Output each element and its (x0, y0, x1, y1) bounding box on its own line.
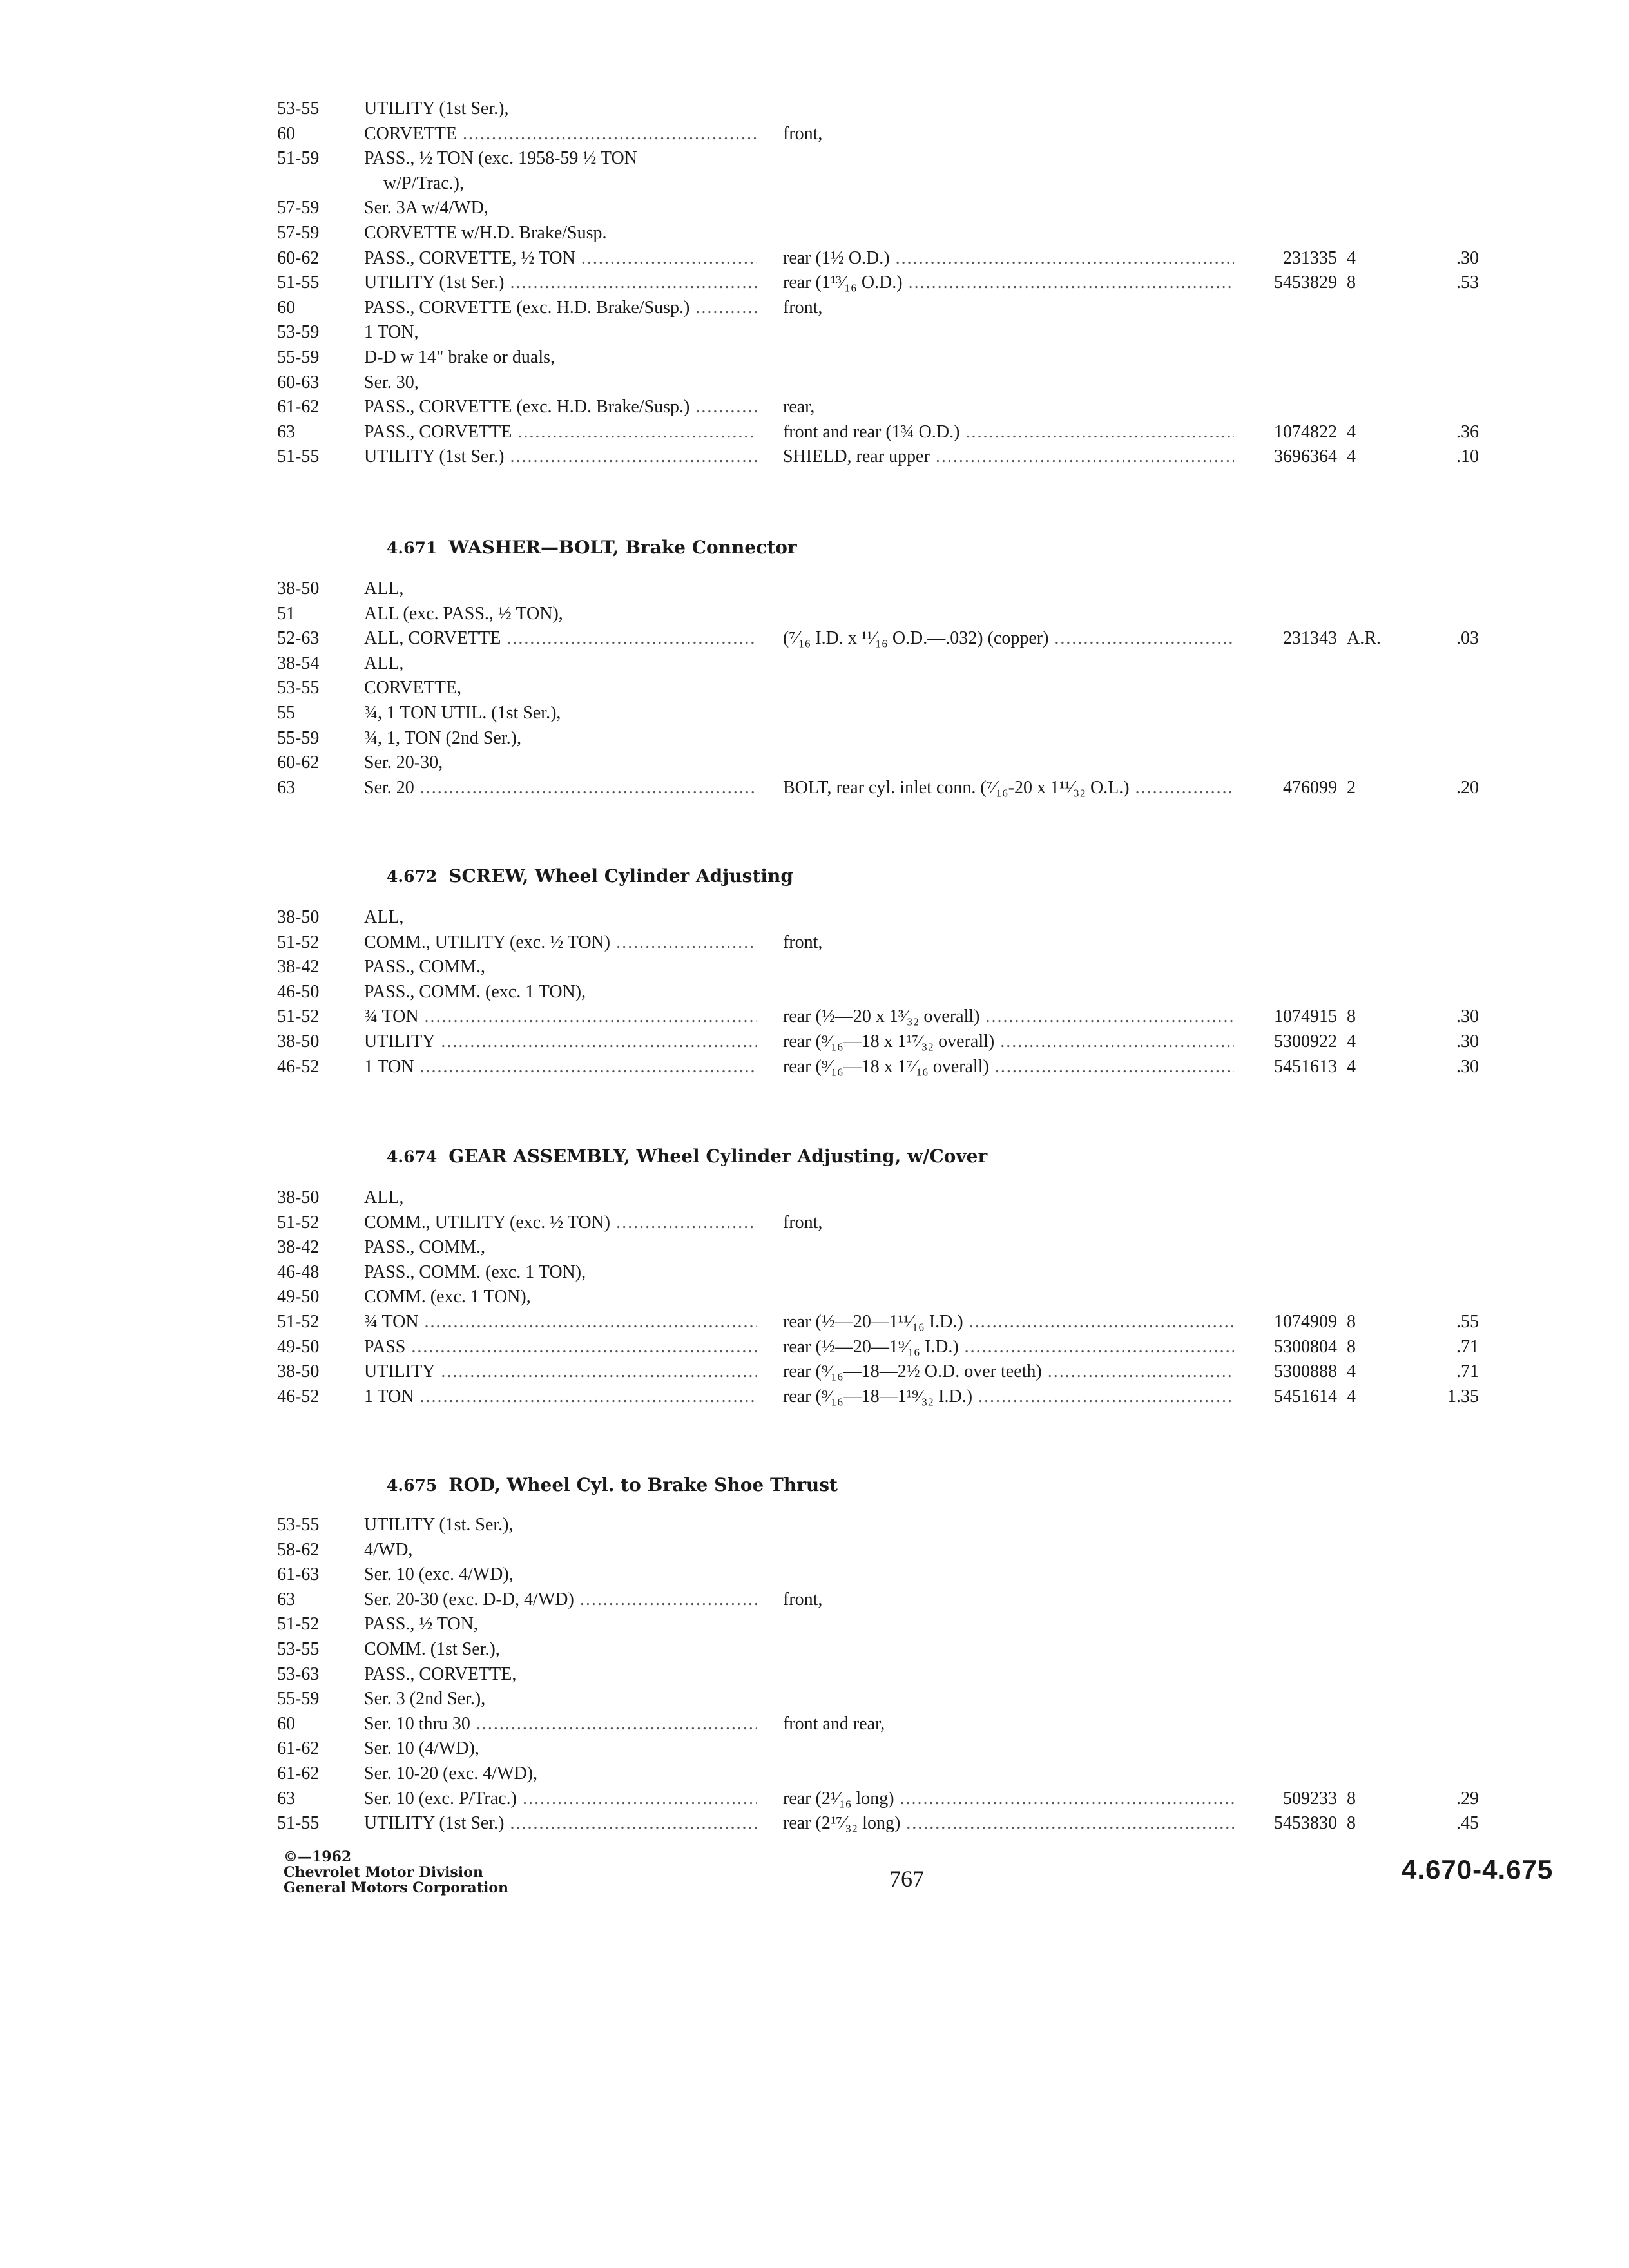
model-application: ALL, (364, 653, 404, 673)
model-years: 46-48 (277, 1262, 320, 1282)
list-price: 1.35 (1447, 1387, 1479, 1407)
list-price: .30 (1456, 1057, 1479, 1077)
model-application: ¾ TON ..... (364, 1310, 757, 1334)
part-description: rear (⁹⁄₁₆—18—1¹⁹⁄₃₂ I.D.) ..... (783, 1385, 1234, 1409)
model-application: ¾ TON ..... (364, 1004, 757, 1029)
model-application: COMM., UTILITY (exc. ½ TON) ..... (364, 1211, 757, 1235)
part-description: rear (2¹⁷⁄₃₂ long) ..... (783, 1811, 1234, 1836)
brake-shoe-parts-section-row (0, 420, 1629, 445)
model-years: 53-55 (277, 678, 320, 698)
section-title: ROD, Wheel Cyl. to Brake Shoe Thrust (448, 1474, 838, 1495)
thrust-rod-section-row (0, 1687, 1629, 1711)
washer-bolt-section-row (0, 626, 1629, 651)
section-heading (387, 1144, 987, 1169)
model-years: 57-59 (277, 223, 320, 243)
part-description: BOLT, rear cyl. inlet conn. (⁷⁄₁₆-20 x 1¹¹⁄₃₂ O.L.) ..... (783, 776, 1234, 800)
model-years: 49-50 (277, 1337, 320, 1357)
model-application: Ser. 10 (4/WD), (364, 1738, 479, 1758)
washer-bolt-section-row (0, 751, 1629, 775)
corporation-text: General Motors Corporation (284, 1879, 509, 1896)
adjusting-screw-section-row (0, 1004, 1629, 1029)
model-application: COMM. (exc. 1 TON), (364, 1287, 531, 1307)
adjusting-gear-section-row (0, 1235, 1629, 1260)
quantity: 8 (1347, 1337, 1356, 1357)
model-years: 46-52 (277, 1387, 320, 1407)
quantity: 4 (1347, 1057, 1356, 1077)
model-years: 55-59 (277, 347, 320, 367)
section-number: 4.672 (387, 867, 438, 886)
quantity: 4 (1347, 248, 1356, 268)
model-years: 46-50 (277, 982, 320, 1002)
model-application: 1 TON ..... (364, 1385, 757, 1409)
adjusting-screw-section-row (0, 930, 1629, 955)
model-years: 51-52 (277, 1312, 320, 1332)
part-number: 231343 (1283, 628, 1337, 648)
copyright-text: ©—1962 (284, 1849, 352, 1865)
part-number: 5300922 (1274, 1032, 1337, 1052)
part-description: front, (783, 1590, 823, 1610)
model-application: PASS., CORVETTE, ½ TON ..... (364, 246, 757, 271)
adjusting-gear-section-row (0, 1285, 1629, 1309)
part-description: front, (783, 932, 823, 952)
model-application: CORVETTE w/H.D. Brake/Susp. (364, 223, 607, 243)
adjusting-gear-section-row (0, 1335, 1629, 1360)
part-description: front, (783, 298, 823, 318)
model-application: UTILITY (1st Ser.) ..... (364, 1811, 757, 1836)
model-years: 53-55 (277, 99, 320, 119)
section-title: SCREW, Wheel Cylinder Adjusting (448, 865, 793, 887)
model-application: PASS., ½ TON (exc. 1958-59 ½ TON (364, 148, 637, 168)
model-years: 46-52 (277, 1057, 320, 1077)
model-years: 63 (277, 1789, 295, 1809)
model-years: 38-50 (277, 907, 320, 927)
part-description: front and rear, (783, 1714, 885, 1734)
thrust-rod-section-row (0, 1588, 1629, 1612)
model-application: Ser. 3 (2nd Ser.), (364, 1689, 486, 1709)
adjusting-gear-section-row (0, 1260, 1629, 1285)
thrust-rod-section-row (0, 1712, 1629, 1736)
part-description: front, (783, 124, 823, 144)
part-number: 476099 (1283, 778, 1337, 798)
section-number: 4.674 (387, 1148, 438, 1166)
thrust-rod-section-row (0, 1736, 1629, 1761)
model-years: 38-50 (277, 1361, 320, 1381)
model-application: CORVETTE, (364, 678, 461, 698)
model-application: ALL, (364, 579, 404, 599)
brake-shoe-parts-section-row (0, 196, 1629, 220)
division-text: Chevrolet Motor Division (284, 1864, 483, 1881)
part-number: 5453830 (1274, 1813, 1337, 1833)
thrust-rod-section-row (0, 1811, 1629, 1836)
model-application: w/P/Trac.), (383, 173, 464, 193)
section-heading (387, 863, 793, 889)
washer-bolt-section-row (0, 676, 1629, 700)
model-years: 61-63 (277, 1564, 320, 1584)
model-years: 51-52 (277, 1213, 320, 1233)
brake-shoe-parts-section-row (0, 445, 1629, 469)
model-years: 38-42 (277, 957, 320, 977)
model-application: PASS., CORVETTE (exc. H.D. Brake/Susp.) ..... (364, 395, 757, 419)
model-application: ALL, (364, 907, 404, 927)
model-years: 51-55 (277, 1813, 320, 1833)
adjusting-gear-section-row (0, 1360, 1629, 1384)
brake-shoe-parts-section-row (0, 395, 1629, 419)
model-years: 51 (277, 604, 295, 624)
list-price: .10 (1456, 447, 1479, 466)
model-application: PASS., COMM. (exc. 1 TON), (364, 1262, 586, 1282)
quantity: 8 (1347, 1312, 1356, 1332)
model-years: 38-50 (277, 579, 320, 599)
model-application: 4/WD, (364, 1540, 413, 1560)
model-application: ALL, CORVETTE ..... (364, 626, 757, 651)
part-description: front and rear (1¾ O.D.) ..... (783, 420, 1234, 445)
brake-shoe-parts-section-row (0, 221, 1629, 245)
brake-shoe-parts-section-row (0, 296, 1629, 320)
list-price: .30 (1456, 1006, 1479, 1026)
model-application: UTILITY ..... (364, 1360, 757, 1384)
list-price: .36 (1456, 422, 1479, 442)
washer-bolt-section-row (0, 577, 1629, 601)
part-number: 5300804 (1274, 1337, 1337, 1357)
model-application: 1 TON ..... (364, 1055, 757, 1079)
adjusting-gear-section-row (0, 1310, 1629, 1334)
model-application: PASS ..... (364, 1335, 757, 1360)
part-number: 5300888 (1274, 1361, 1337, 1381)
thrust-rod-section-row (0, 1787, 1629, 1811)
page-number: 767 (889, 1866, 924, 1892)
part-description: rear (2¹⁄₁₆ long) ..... (783, 1787, 1234, 1811)
model-application: Ser. 20 ..... (364, 776, 757, 800)
model-application: ¾, 1 TON UTIL. (1st Ser.), (364, 703, 561, 723)
list-price: .30 (1456, 248, 1479, 268)
model-application: Ser. 20-30 (exc. D-D, 4/WD) ..... (364, 1588, 757, 1612)
model-years: 51-55 (277, 273, 320, 293)
part-description: front, (783, 1213, 823, 1233)
model-years: 38-50 (277, 1187, 320, 1207)
thrust-rod-section-row (0, 1538, 1629, 1562)
model-application: Ser. 10 (exc. 4/WD), (364, 1564, 514, 1584)
part-description: rear (⁹⁄₁₆—18 x 1¹⁷⁄₃₂ overall) ..... (783, 1030, 1234, 1054)
part-description: rear (½—20—1¹¹⁄₁₆ I.D.) ..... (783, 1310, 1234, 1334)
brake-shoe-parts-section-row (0, 97, 1629, 121)
model-years: 53-55 (277, 1515, 320, 1535)
model-years: 38-54 (277, 653, 320, 673)
thrust-rod-section-row (0, 1562, 1629, 1587)
part-description: rear (1¹³⁄₁₆ O.D.) ..... (783, 271, 1234, 295)
part-number: 5451614 (1274, 1387, 1337, 1407)
adjusting-screw-section-row (0, 1030, 1629, 1054)
section-title: GEAR ASSEMBLY, Wheel Cylinder Adjusting, w/Cover (448, 1146, 988, 1167)
model-application: UTILITY (1st Ser.), (364, 99, 509, 119)
model-years: 53-63 (277, 1664, 320, 1684)
list-price: .03 (1456, 628, 1479, 648)
section-heading (387, 1472, 838, 1498)
quantity: 8 (1347, 1006, 1356, 1026)
model-years: 63 (277, 778, 295, 798)
brake-shoe-parts-section-row (0, 320, 1629, 345)
model-application: Ser. 10 thru 30 ..... (364, 1712, 757, 1736)
quantity: 4 (1347, 447, 1356, 466)
part-number: 509233 (1283, 1789, 1337, 1809)
adjusting-gear-section-row (0, 1385, 1629, 1409)
list-price: .71 (1456, 1361, 1479, 1381)
model-years: 55-59 (277, 1689, 320, 1709)
model-years: 53-59 (277, 322, 320, 342)
model-application: COMM., UTILITY (exc. ½ TON) ..... (364, 930, 757, 955)
section-number: 4.675 (387, 1476, 438, 1495)
model-years: 53-55 (277, 1639, 320, 1659)
adjusting-screw-section-row (0, 1055, 1629, 1079)
quantity: 2 (1347, 778, 1356, 798)
model-application: Ser. 10-20 (exc. 4/WD), (364, 1763, 538, 1783)
model-application: Ser. 3A w/4/WD, (364, 198, 488, 218)
part-number: 5453829 (1274, 273, 1337, 293)
model-application: PASS., COMM., (364, 957, 486, 977)
section-title: WASHER—BOLT, Brake Connector (448, 537, 797, 558)
model-years: 60 (277, 124, 295, 144)
thrust-rod-section-row (0, 1762, 1629, 1786)
model-application: ¾, 1, TON (2nd Ser.), (364, 728, 521, 748)
brake-shoe-parts-section-row (0, 122, 1629, 146)
model-years: 55 (277, 703, 295, 723)
model-years: 60 (277, 1714, 295, 1734)
list-price: .55 (1456, 1312, 1479, 1332)
model-application: UTILITY (1st. Ser.), (364, 1515, 514, 1535)
brake-shoe-parts-section-row (0, 246, 1629, 271)
model-years: 60-62 (277, 248, 320, 268)
model-years: 51-52 (277, 1006, 320, 1026)
washer-bolt-section-row (0, 726, 1629, 751)
quantity: 8 (1347, 273, 1356, 293)
part-description: rear (⁹⁄₁₆—18—2½ O.D. over teeth) ..... (783, 1360, 1234, 1384)
brake-shoe-parts-section-row (0, 345, 1629, 370)
washer-bolt-section-row (0, 776, 1629, 800)
part-description: SHIELD, rear upper ..... (783, 445, 1234, 469)
part-number: 1074915 (1274, 1006, 1337, 1026)
model-application: 1 TON, (364, 322, 419, 342)
model-years: 52-63 (277, 628, 320, 648)
part-description: rear (⁹⁄₁₆—18 x 1⁷⁄₁₆ overall) ..... (783, 1055, 1234, 1079)
model-application: CORVETTE ..... (364, 122, 757, 146)
model-application: D-D w 14" brake or duals, (364, 347, 555, 367)
model-years: 61-62 (277, 397, 320, 417)
brake-shoe-parts-section-row (0, 271, 1629, 295)
brake-shoe-parts-section-row (0, 171, 1629, 196)
part-description: rear, (783, 397, 815, 417)
brake-shoe-parts-section-row (0, 146, 1629, 171)
part-number: 1074822 (1274, 422, 1337, 442)
part-number: 1074909 (1274, 1312, 1337, 1332)
model-application: PASS., CORVETTE (exc. H.D. Brake/Susp.) ..... (364, 296, 757, 320)
model-application: Ser. 10 (exc. P/Trac.) ..... (364, 1787, 757, 1811)
thrust-rod-section-row (0, 1513, 1629, 1537)
model-application: ALL (exc. PASS., ½ TON), (364, 604, 563, 624)
list-price: .30 (1456, 1032, 1479, 1052)
washer-bolt-section-row (0, 701, 1629, 726)
section-number: 4.671 (387, 539, 438, 557)
model-years: 51-52 (277, 1614, 320, 1634)
adjusting-gear-section-row (0, 1211, 1629, 1235)
adjusting-screw-section-row (0, 905, 1629, 930)
model-years: 51-52 (277, 932, 320, 952)
quantity: A.R. (1347, 628, 1381, 648)
adjusting-gear-section-row (0, 1186, 1629, 1210)
model-years: 49-50 (277, 1287, 320, 1307)
model-application: Ser. 30, (364, 372, 419, 392)
quantity: 8 (1347, 1813, 1356, 1833)
model-years: 51-55 (277, 447, 320, 466)
adjusting-screw-section-row (0, 980, 1629, 1004)
model-years: 38-42 (277, 1237, 320, 1257)
brake-shoe-parts-section-row (0, 370, 1629, 395)
part-description: (⁷⁄₁₆ I.D. x ¹¹⁄₁₆ O.D.—.032) (copper) ..... (783, 626, 1234, 651)
washer-bolt-section-row (0, 651, 1629, 676)
thrust-rod-section-row (0, 1662, 1629, 1687)
part-description: rear (½—20 x 1³⁄₃₂ overall) ..... (783, 1004, 1234, 1029)
list-price: .71 (1456, 1337, 1479, 1357)
adjusting-screw-section-row (0, 955, 1629, 979)
thrust-rod-section-row (0, 1612, 1629, 1637)
model-years: 57-59 (277, 198, 320, 218)
model-application: UTILITY (1st Ser.) ..... (364, 445, 757, 469)
model-application: ALL, (364, 1187, 404, 1207)
model-application: Ser. 20-30, (364, 753, 443, 773)
model-years: 38-50 (277, 1032, 320, 1052)
model-years: 58-62 (277, 1540, 320, 1560)
model-years: 60-62 (277, 753, 320, 773)
model-application: COMM. (1st Ser.), (364, 1639, 500, 1659)
part-description: rear (1½ O.D.) ..... (783, 246, 1234, 271)
model-years: 61-62 (277, 1763, 320, 1783)
part-number: 5451613 (1274, 1057, 1337, 1077)
model-application: PASS., CORVETTE ..... (364, 420, 757, 445)
model-years: 61-62 (277, 1738, 320, 1758)
quantity: 8 (1347, 1789, 1356, 1809)
publisher-footer (284, 1849, 508, 1896)
quantity: 4 (1347, 1361, 1356, 1381)
model-application: UTILITY (1st Ser.) ..... (364, 271, 757, 295)
thrust-rod-section-row (0, 1637, 1629, 1662)
model-application: PASS., COMM., (364, 1237, 486, 1257)
list-price: .20 (1456, 778, 1479, 798)
model-years: 51-59 (277, 148, 320, 168)
model-application: PASS., CORVETTE, (364, 1664, 517, 1684)
model-years: 63 (277, 1590, 295, 1610)
quantity: 4 (1347, 1032, 1356, 1052)
quantity: 4 (1347, 422, 1356, 442)
quantity: 4 (1347, 1387, 1356, 1407)
part-description: rear (½—20—1⁹⁄₁₆ I.D.) ..... (783, 1335, 1234, 1360)
model-years: 55-59 (277, 728, 320, 748)
list-price: .53 (1456, 273, 1479, 293)
washer-bolt-section-row (0, 602, 1629, 626)
model-years: 60-63 (277, 372, 320, 392)
model-years: 63 (277, 422, 295, 442)
section-heading (387, 535, 797, 561)
part-number: 231335 (1283, 248, 1337, 268)
list-price: .45 (1456, 1813, 1479, 1833)
model-years: 60 (277, 298, 295, 318)
list-price: .29 (1456, 1789, 1479, 1809)
part-number: 3696364 (1274, 447, 1337, 466)
page-range-label: 4.670-4.675 (1402, 1854, 1554, 1885)
model-application: PASS., ½ TON, (364, 1614, 478, 1634)
model-application: UTILITY ..... (364, 1030, 757, 1054)
model-application: PASS., COMM. (exc. 1 TON), (364, 982, 586, 1002)
